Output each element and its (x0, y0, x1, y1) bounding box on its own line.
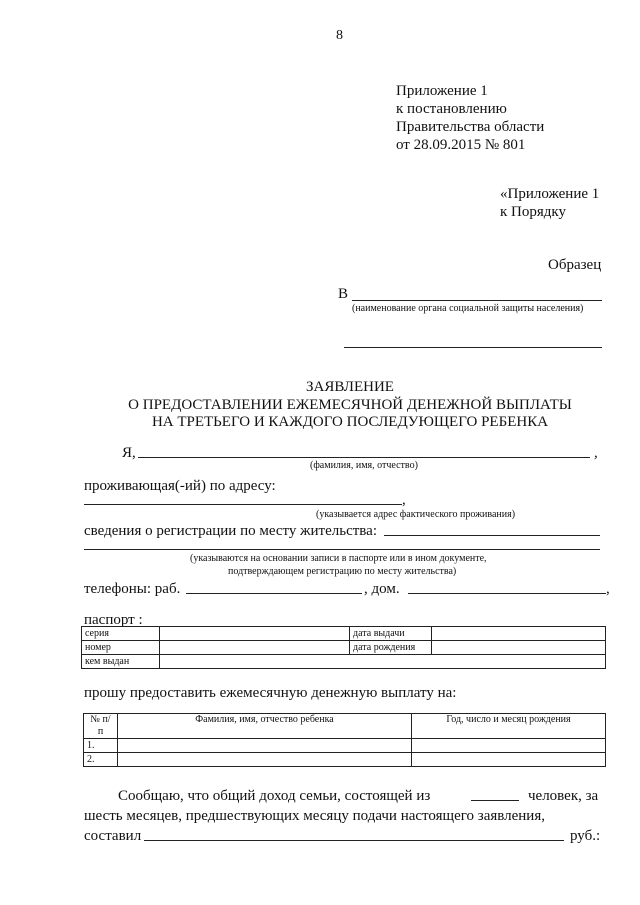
table-row (84, 753, 606, 767)
passport-issue-date-label: дата выдачи (350, 627, 432, 641)
passport-table (81, 626, 606, 669)
header-birth-date: Год, число и месяц рождения (412, 714, 606, 739)
addressee-line[interactable] (352, 300, 602, 301)
child-birth-date-cell[interactable] (412, 753, 606, 767)
phones-home-label: , дом. (364, 581, 400, 597)
registration-caption-2: подтверждающем регистрацию по месту жительства) (228, 566, 457, 577)
passport-series-value[interactable] (160, 627, 350, 641)
phones-work-label: телефоны: раб. (84, 581, 181, 597)
passport-row-series (82, 627, 606, 641)
passport-number-label: номер (82, 641, 160, 655)
income-line-2: шесть месяцев, предшествующих месяцу подачи настоящего заявления, (84, 808, 545, 824)
applicant-prefix: Я, (122, 445, 136, 461)
annex-line-1: Приложение 1 (396, 83, 488, 99)
address-label: проживающая(-ий) по адресу: (84, 478, 276, 494)
order-annex-line-1: «Приложение 1 (500, 186, 600, 202)
phones-comma: , (606, 581, 610, 597)
annex-line-2: к постановлению (396, 101, 507, 117)
sample-label: Образец (548, 257, 602, 273)
income-line-3-end: руб.: (570, 828, 601, 844)
children-table (83, 713, 606, 767)
passport-row-number (82, 641, 606, 655)
table-row (84, 739, 606, 753)
child-name-cell[interactable] (118, 739, 412, 753)
passport-birth-date-label: дата рождения (350, 641, 432, 655)
header-child-name: Фамилия, имя, отчество ребенка (118, 714, 412, 739)
applicant-caption: (фамилия, имя, отчество) (310, 460, 418, 471)
passport-series-label: серия (82, 627, 160, 641)
annex-line-3: Правительства области (396, 119, 545, 135)
annex-line-4: от 28.09.2015 № 801 (396, 137, 526, 153)
addressee-line-2[interactable] (344, 347, 602, 348)
addressee-prefix: В (338, 286, 349, 302)
header-number: № п/п (84, 714, 118, 739)
child-name-cell[interactable] (118, 753, 412, 767)
address-caption: (указывается адрес фактического проживания) (316, 509, 516, 520)
passport-issuer-value[interactable] (160, 655, 606, 669)
children-table-header (84, 714, 606, 739)
registration-caption-1: (указываются на основании записи в паспорте или в ином документе, (190, 553, 487, 564)
child-birth-date-cell[interactable] (412, 739, 606, 753)
address-line[interactable] (84, 504, 402, 505)
income-amount-line[interactable] (144, 840, 564, 841)
registration-label: сведения о регистрации по месту жительства: (84, 523, 377, 539)
title-line-1: ЗАЯВЛЕНИЕ (306, 379, 394, 395)
title-line-3: НА ТРЕТЬЕГО И КАЖДОГО ПОСЛЕДУЮЩЕГО РЕБЕНКА (151, 414, 549, 430)
income-line-3-start: составил (84, 828, 142, 844)
page-number: 8 (336, 28, 343, 43)
row-number: 2. (84, 753, 118, 767)
income-line-1-end: человек, за (528, 788, 599, 804)
title-line-2: О ПРЕДОСТАВЛЕНИИ ЕЖЕМЕСЯЧНОЙ ДЕНЕЖНОЙ ВЫПЛАТЫ (128, 397, 572, 413)
passport-birth-date-value[interactable] (432, 641, 606, 655)
order-annex-line-2: к Порядку (500, 204, 566, 220)
applicant-comma: , (594, 445, 598, 461)
applicant-name-line[interactable] (138, 457, 590, 458)
addressee-caption: (наименование органа социальной защиты населения) (352, 303, 584, 314)
income-line-1-start: Сообщаю, что общий доход семьи, состоящей из (118, 788, 431, 804)
row-number: 1. (84, 739, 118, 753)
passport-issuer-label: кем выдан (82, 655, 160, 669)
family-size-line[interactable] (471, 800, 519, 801)
registration-line-1[interactable] (384, 535, 600, 536)
passport-label: паспорт : (84, 612, 143, 628)
registration-line-2[interactable] (84, 549, 600, 550)
passport-number-value[interactable] (160, 641, 350, 655)
phone-home-line[interactable] (408, 593, 606, 594)
passport-issue-date-value[interactable] (432, 627, 606, 641)
phone-work-line[interactable] (186, 593, 362, 594)
passport-row-issuer (82, 655, 606, 669)
request-text: прошу предоставить ежемесячную денежную выплату на: (84, 685, 457, 701)
address-comma: , (402, 492, 406, 508)
